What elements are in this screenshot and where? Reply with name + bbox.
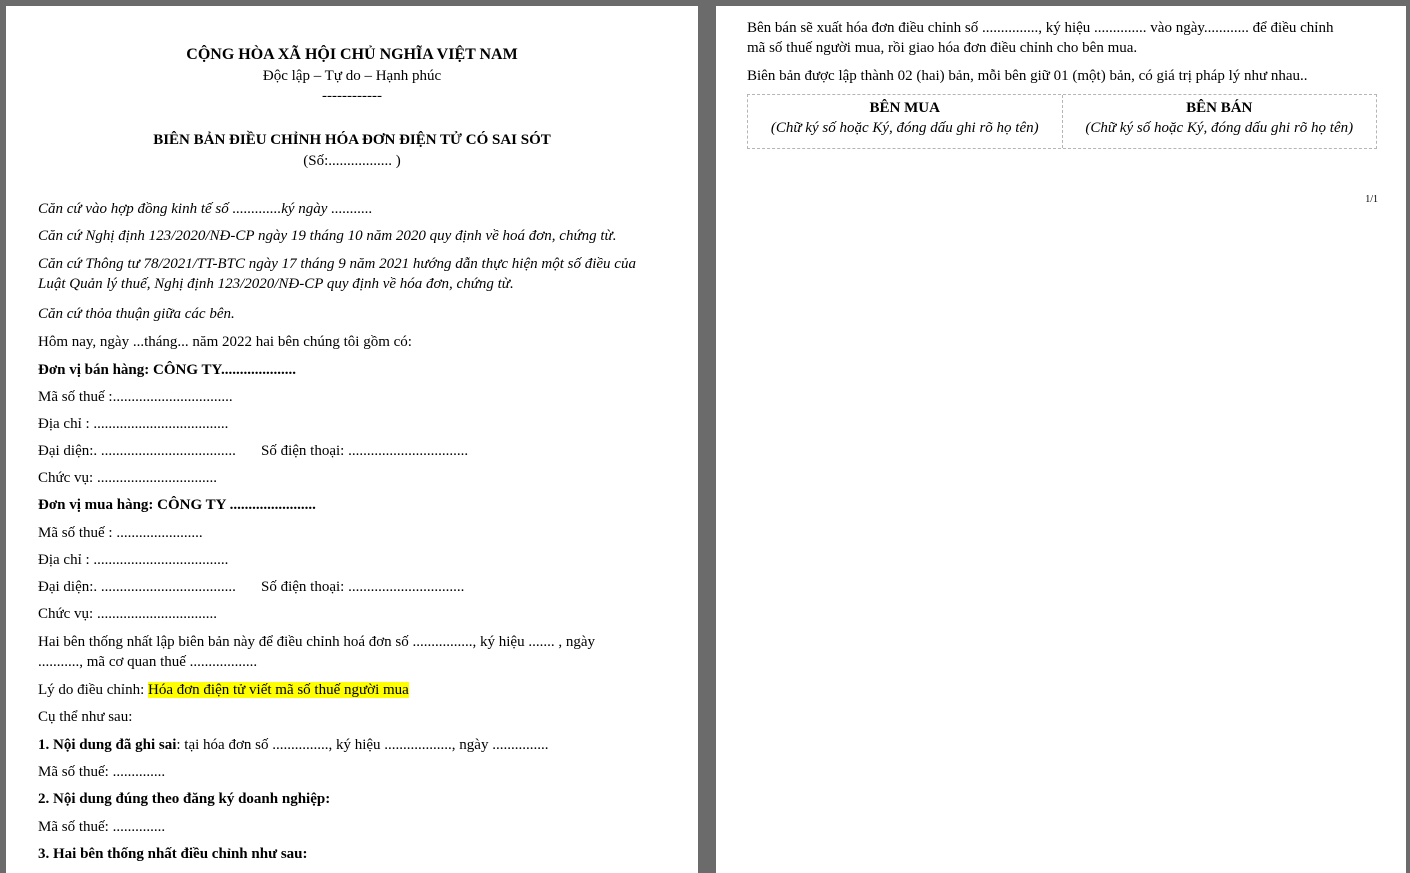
seller-address: Địa chỉ : .................................... (38, 416, 229, 432)
buyer-signature-cell (748, 95, 1062, 148)
section-2-title: 2. Nội dung đúng theo đăng ký doanh nghiệp: (38, 791, 331, 807)
basis-circular-line2: Luật Quản lý thuế, Nghị định 123/2020/NĐ-CP quy định về hóa đơn, chứng từ. (38, 276, 514, 292)
copies-statement: Biên bản được lập thành 02 (hai) bản, mỗi bên giữ 01 (một) bản, có giá trị pháp lý như nhau.. (747, 68, 1308, 84)
seller-tax-code: Mã số thuế :................................ (38, 389, 233, 405)
section-1 (38, 736, 548, 754)
agreement-line-2: ..........., mã cơ quan thuế .................. (38, 654, 258, 670)
intro-text: Hôm nay, ngày ...tháng... năm 2022 hai bên chúng tôi gồm có: (38, 334, 412, 350)
details-intro: Cụ thể như sau: (38, 709, 133, 725)
buyer-tax-code: Mã số thuế : ....................... (38, 525, 203, 541)
seller-signature-note: (Chữ ký số hoặc Ký, đóng dấu ghi rõ họ tên) (1085, 120, 1354, 136)
reason-label: Lý do điều chỉnh: (38, 682, 148, 698)
basis-agreement: Căn cứ thỏa thuận giữa các bên. (38, 306, 235, 322)
page-number: 1/1 (1365, 194, 1378, 205)
adjustment-reason (38, 681, 409, 699)
buyer-address: Địa chỉ : .................................... (38, 552, 229, 568)
document-number: (Số:................. ) (303, 153, 401, 169)
issue-adjustment-line-2: mã số thuế người mua, rồi giao hóa đơn điều chỉnh cho bên mua. (747, 40, 1138, 56)
buyer-position: Chức vụ: ................................ (38, 606, 217, 622)
section-2-tax-code: Mã số thuế: .............. (38, 819, 166, 835)
document-title: BIÊN BẢN ĐIỀU CHỈNH HÓA ĐƠN ĐIỆN TỬ CÓ SAI SÓT (153, 132, 551, 148)
seller-representative: Đại diện:. .................................... (38, 443, 236, 459)
issue-adjustment-line-1: Bên bán sẽ xuất hóa đơn điều chỉnh số ..............., ký hiệu .............. vào ngày............ để điều chỉnh (747, 20, 1334, 36)
buyer-signature-title: BÊN MUA (869, 100, 940, 116)
seller-signature-cell (1062, 95, 1377, 148)
section-3-title: 3. Hai bên thống nhất điều chỉnh như sau: (38, 846, 308, 862)
seller-position: Chức vụ: ................................ (38, 470, 217, 486)
country-header: CỘNG HÒA XÃ HỘI CHỦ NGHĨA VIỆT NAM (186, 46, 518, 63)
buyer-heading: Đơn vị mua hàng: CÔNG TY ....................... (38, 497, 316, 513)
basis-circular-line1: Căn cứ Thông tư 78/2021/TT-BTC ngày 17 tháng 9 năm 2021 hướng dẫn thực hiện một số điều của (38, 256, 636, 272)
reason-value-highlight: Hóa đơn điện tử viết mã số thuế người mua (147, 682, 409, 698)
section-1-text: : tại hóa đơn số ..............., ký hiệu .................., ngày ............... (176, 737, 549, 753)
buyer-signature-note: (Chữ ký số hoặc Ký, đóng dấu ghi rõ họ tên) (770, 120, 1039, 136)
seller-heading: Đơn vị bán hàng: CÔNG TY.................... (38, 362, 296, 378)
signature-table (747, 94, 1377, 149)
document-page-1 (6, 6, 698, 873)
buyer-phone: Số điện thoại: ............................... (261, 579, 465, 595)
agreement-line-1: Hai bên thống nhất lập biên bản này để điều chỉnh hoá đơn số ................, ký hiệu ....... , ngày (38, 634, 595, 650)
motto: Độc lập – Tự do – Hạnh phúc (262, 68, 442, 84)
section-1-tax-code: Mã số thuế: .............. (38, 764, 166, 780)
basis-decree: Căn cứ Nghị định 123/2020/NĐ-CP ngày 19 tháng 10 năm 2020 quy định về hoá đơn, chứng từ. (38, 228, 617, 244)
section-1-title: 1. Nội dung đã ghi sai (38, 737, 177, 753)
basis-contract: Căn cứ vào hợp đồng kinh tế số .............ký ngày ........... (38, 201, 373, 217)
header-divider: ------------ (322, 88, 382, 104)
seller-signature-title: BÊN BÁN (1186, 100, 1253, 116)
buyer-representative: Đại diện:. .................................... (38, 579, 236, 595)
seller-phone: Số điện thoại: ................................ (261, 443, 469, 459)
document-page-2 (716, 6, 1406, 873)
